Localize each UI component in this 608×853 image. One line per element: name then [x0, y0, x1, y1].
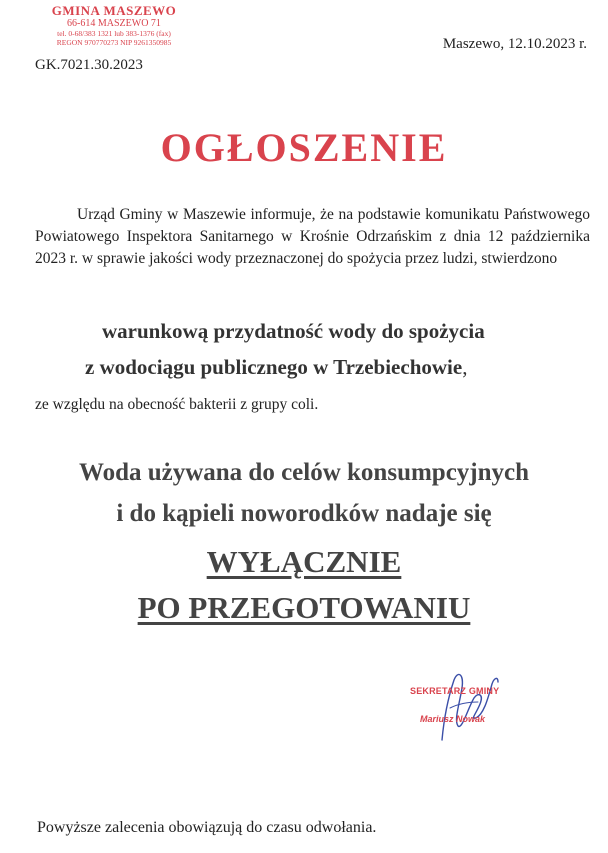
warning-line-1: Woda używana do celów konsumpcyjnych [78, 459, 530, 486]
stamp-phone: tel. 0-68/383 1321 lub 383-1376 (fax) [57, 29, 171, 38]
stamp-address: 66-614 MASZEWO 71 [67, 18, 161, 29]
warning-emphasis-2: PO PRZEGOTOWANIU [137, 590, 471, 625]
warning-emphasis-1: WYŁĄCZNIE [206, 544, 402, 579]
place-date: Maszewo, 12.10.2023 r. [442, 36, 587, 52]
signature-title: SEKRETARZ GMINY [410, 686, 500, 696]
reason-text: ze względu na obecność bakterii z grupy coli. [35, 396, 319, 413]
suitability-line-2-text: z wodociągu publicznego w Trzebiechowie [85, 355, 463, 379]
announcement-heading: OGŁOSZENIE [160, 125, 448, 170]
municipality-stamp [34, 4, 194, 46]
footer-note: Powyższe zalecenia obowiązują do czasu odwołania. [37, 819, 377, 836]
suitability-line-2 [85, 355, 467, 380]
signature-block [404, 668, 544, 748]
warning-line-2: i do kąpieli noworodków nadaje się [116, 500, 492, 527]
suitability-line-1: warunkową przydatność wody do spożycia [102, 319, 485, 343]
stamp-title: GMINA MASZEWO [51, 3, 177, 18]
stamp-ids: REGON 970770273 NIP 9261350985 [56, 37, 172, 47]
suitability-line-2-punct: , [462, 355, 468, 379]
reference-number: GK.7021.30.2023 [35, 57, 143, 73]
announcement-paragraph [35, 204, 590, 270]
paragraph-text: Urząd Gminy w Maszewie informuje, że na podstawie komunikatu Państwowego Powiatowego Inspektora Sanitarnego w Krośnie Odrzańskim z dnia 12 października 2023 r. w sprawie jakości wody przeznaczonej do spożycia przez ludzi, stwierdzono [35, 206, 590, 267]
handwritten-signature-icon [414, 668, 524, 748]
signature-name: Mariusz Nowak [420, 714, 486, 724]
